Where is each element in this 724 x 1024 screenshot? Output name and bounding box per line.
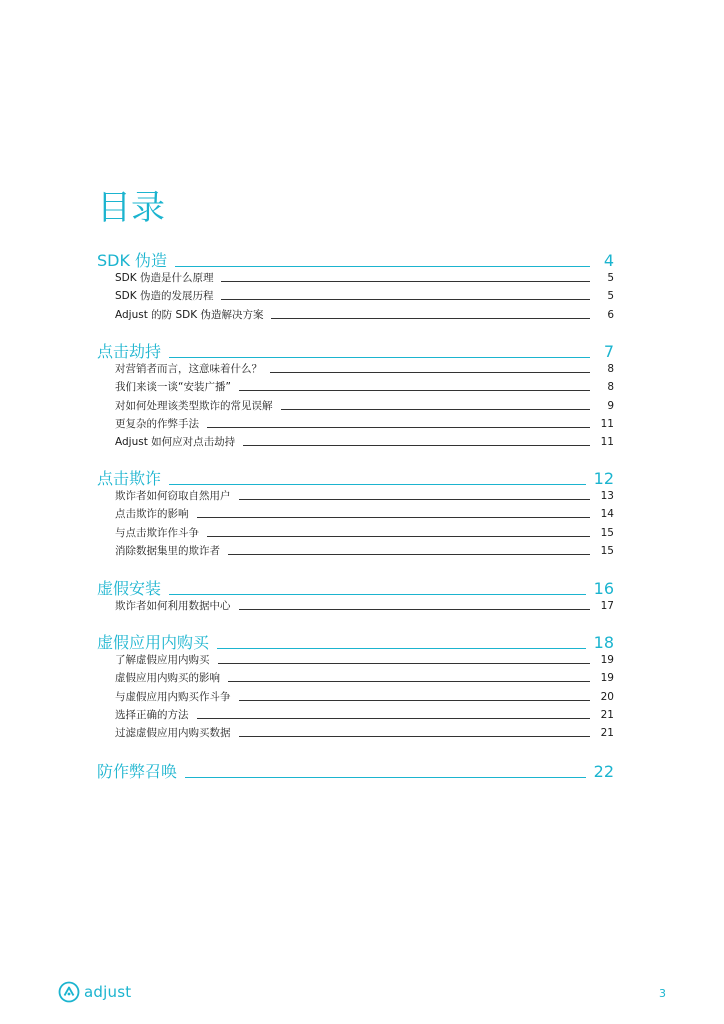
toc-entry-page: 8 bbox=[607, 381, 614, 394]
toc-leader-line bbox=[281, 409, 591, 410]
page-number: 3 bbox=[659, 987, 666, 1000]
toc-subsection-entry[interactable] bbox=[97, 724, 614, 740]
toc-section-entry[interactable] bbox=[97, 340, 614, 362]
toc-leader-line bbox=[169, 484, 586, 485]
toc-entry-page: 17 bbox=[600, 600, 614, 612]
toc-entry-label: 消除数据集里的欺诈者 bbox=[115, 544, 220, 557]
toc-entry-label: 虚假应用内购买 bbox=[97, 633, 210, 652]
toc-entry-label: 对营销者而言，这意味着什么？ bbox=[115, 363, 262, 375]
toc-subsection-entry[interactable] bbox=[97, 397, 614, 413]
toc-subsection-entry[interactable] bbox=[97, 306, 614, 322]
toc-entry-page: 11 bbox=[600, 436, 614, 449]
toc-leader-line bbox=[197, 517, 591, 518]
toc-entry-page: 21 bbox=[600, 708, 614, 721]
toc-entry-label: 点击欺诈的影响 bbox=[115, 508, 189, 521]
toc-subsection-entry[interactable] bbox=[97, 524, 614, 540]
toc-entry-label: Adjust 如何应对点击劫持 bbox=[115, 436, 236, 449]
toc-entry-label: 我们来谈一谈“安装广播” bbox=[115, 381, 231, 394]
toc-leader-line bbox=[270, 372, 590, 373]
toc-entry-page: 19 bbox=[600, 654, 614, 666]
toc-entry-label: 点击劫持 bbox=[97, 342, 162, 361]
toc-entry-page: 15 bbox=[600, 526, 614, 539]
toc-leader-line bbox=[239, 700, 591, 701]
toc-leader-line bbox=[169, 594, 586, 595]
toc-entry-label: 了解虚假应用内购买 bbox=[115, 654, 210, 666]
toc-entry-label: 点击欺诈 bbox=[97, 469, 162, 488]
toc-subsection-entry[interactable] bbox=[97, 688, 614, 704]
toc-subsection-entry[interactable] bbox=[97, 269, 614, 285]
toc-entry-page: 9 bbox=[607, 399, 614, 412]
toc-entry-page: 6 bbox=[607, 308, 614, 321]
toc-section-entry[interactable] bbox=[97, 467, 614, 489]
toc-leader-line bbox=[239, 609, 591, 610]
adjust-logo bbox=[58, 981, 131, 1003]
toc-subsection-entry[interactable] bbox=[97, 360, 614, 376]
toc-heading: 目录 bbox=[97, 188, 165, 228]
toc-leader-line bbox=[207, 536, 590, 537]
toc-leader-line bbox=[271, 318, 590, 319]
toc-subsection-entry[interactable] bbox=[97, 415, 614, 431]
toc-entry-label: 过滤虚假应用内购买数据 bbox=[115, 727, 231, 740]
toc-entry-label: SDK 伪造是什么原理 bbox=[115, 272, 214, 284]
toc-entry-page: 5 bbox=[607, 272, 614, 284]
toc-entry-page: 7 bbox=[603, 342, 614, 361]
toc-leader-line bbox=[221, 281, 590, 282]
toc-entry-page: 8 bbox=[607, 363, 614, 375]
toc-leader-line bbox=[185, 777, 586, 778]
toc-entry-page: 4 bbox=[603, 251, 614, 270]
toc-entry-page: 18 bbox=[593, 633, 614, 652]
toc-section-entry[interactable] bbox=[97, 631, 614, 653]
toc-section-entry[interactable] bbox=[97, 577, 614, 599]
toc-section-entry[interactable] bbox=[97, 760, 614, 782]
toc-subsection-entry[interactable] bbox=[97, 669, 614, 685]
toc-leader-line bbox=[218, 663, 591, 664]
toc-entry-page: 12 bbox=[593, 469, 614, 488]
toc-entry-page: 20 bbox=[600, 690, 614, 703]
toc-subsection-entry[interactable] bbox=[97, 378, 614, 394]
adjust-logo-icon bbox=[58, 981, 80, 1003]
toc-subsection-entry[interactable] bbox=[97, 651, 614, 667]
toc-subsection-entry[interactable] bbox=[97, 433, 614, 449]
toc-subsection-entry[interactable] bbox=[97, 542, 614, 558]
toc-leader-line bbox=[239, 499, 591, 500]
toc-entry-label: 防作弊召唤 bbox=[97, 762, 178, 781]
toc-entry-page: 14 bbox=[600, 508, 614, 521]
toc-subsection-entry[interactable] bbox=[97, 487, 614, 503]
toc-leader-line bbox=[169, 357, 590, 358]
toc-leader-line bbox=[239, 390, 590, 391]
toc-entry-page: 5 bbox=[607, 290, 614, 303]
toc-entry-page: 15 bbox=[600, 544, 614, 557]
toc-subsection-entry[interactable] bbox=[97, 597, 614, 613]
toc-entry-label: 虚假安装 bbox=[97, 579, 162, 598]
toc-entry-page: 13 bbox=[600, 490, 614, 502]
toc-entry-label: 欺诈者如何窃取自然用户 bbox=[115, 490, 231, 502]
toc-leader-line bbox=[228, 554, 590, 555]
toc-leader-line bbox=[197, 718, 591, 719]
toc-entry-page: 11 bbox=[600, 417, 614, 430]
toc-entry-label: 对如何处理该类型欺诈的常见误解 bbox=[115, 399, 273, 412]
toc-entry-page: 22 bbox=[593, 762, 614, 781]
toc-entry-label: SDK 伪造的发展历程 bbox=[115, 290, 214, 303]
toc-entry-page: 16 bbox=[593, 579, 614, 598]
toc-leader-line bbox=[175, 266, 590, 267]
toc-entry-label: 虚假应用内购买的影响 bbox=[115, 672, 220, 685]
toc-leader-line bbox=[228, 681, 590, 682]
toc-entry-label: 选择正确的方法 bbox=[115, 708, 189, 721]
toc-subsection-entry[interactable] bbox=[97, 287, 614, 303]
toc-entry-label: Adjust 的防 SDK 伪造解决方案 bbox=[115, 308, 264, 321]
toc-leader-line bbox=[207, 427, 590, 428]
toc-section-entry[interactable] bbox=[97, 249, 614, 271]
toc-entry-label: 与虚假应用内购买作斗争 bbox=[115, 690, 231, 703]
brand-name: adjust bbox=[84, 983, 132, 1001]
toc-leader-line bbox=[239, 736, 591, 737]
toc-entry-label: 与点击欺诈作斗争 bbox=[115, 526, 199, 539]
toc-entry-label: 更复杂的作弊手法 bbox=[115, 417, 199, 430]
toc-leader-line bbox=[221, 299, 590, 300]
toc-entry-label: 欺诈者如何利用数据中心 bbox=[115, 600, 231, 612]
toc-leader-line bbox=[217, 648, 586, 649]
toc-entry-page: 21 bbox=[600, 727, 614, 740]
toc-subsection-entry[interactable] bbox=[97, 706, 614, 722]
toc-entry-label: SDK 伪造 bbox=[97, 251, 168, 270]
toc-entry-page: 19 bbox=[600, 672, 614, 685]
toc-subsection-entry[interactable] bbox=[97, 505, 614, 521]
toc-leader-line bbox=[243, 445, 590, 446]
